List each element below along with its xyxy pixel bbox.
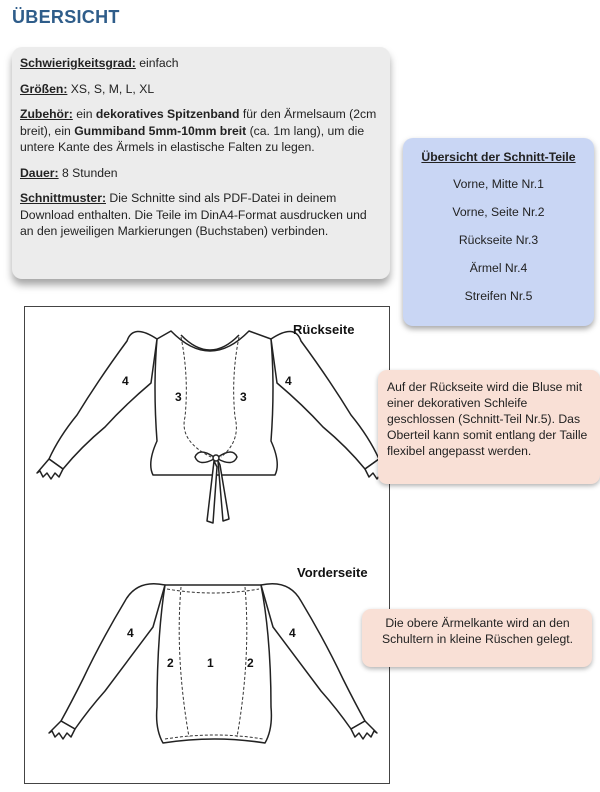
front-left-sleeve [61,584,165,729]
duration-value: 8 Stunden [62,165,118,180]
front-part-number: 4 [127,626,134,640]
duration-label: Dauer: [20,165,59,180]
front-note: Die obere Ärmelkante wird an den Schultern in kleine Rüschen gelegt. [362,609,592,667]
bow-knot [213,455,219,461]
back-bodice [151,331,278,475]
front-right-sleeve [261,584,365,729]
pattern-row [20,190,380,240]
front-part-number: 2 [167,656,174,670]
back-part-number: 3 [240,390,247,404]
pattern-label: Schnittmuster: [20,191,106,205]
parts-heading: Übersicht der Schnitt-Teile [421,150,576,164]
accessories-text-2: für den Ärmelsaum (2cm breit), ein [20,107,377,138]
front-part-number: 4 [289,626,296,640]
front-bodice [157,585,272,743]
back-part-number: 4 [122,374,129,388]
back-part-number: 4 [285,374,292,388]
duration-row [20,165,380,182]
accessories-label: Zubehör: [20,107,73,121]
front-part-number: 2 [247,656,254,670]
parts-overview-card [403,138,594,326]
accessories-text-3: (ca. 1m lang), um die untere Kante des Ärmels in elastische Falten zu legen. [20,123,365,154]
back-left-sleeve [49,331,157,469]
parts-item: Vorne, Seite Nr.2 [452,205,545,219]
accessories-row [20,106,380,156]
sizes-row [20,81,380,98]
difficulty-row [20,55,380,72]
technical-drawing [24,306,390,784]
parts-item: Streifen Nr.5 [464,289,533,303]
pattern-value: Die Schnitte sind als PDF-Datei in deinem Download enthalten. Die Teile im DinA4-Format ausdrucken und an den jeweiligen Markierungen (Buchstaben) verbinden. [20,191,367,238]
parts-item: Vorne, Mitte Nr.1 [453,177,544,191]
sizes-label: Größen: [20,81,68,96]
sizes-value: XS, S, M, L, XL [70,81,155,96]
parts-item: Ärmel Nr.4 [469,261,528,275]
blouse-drawing [25,307,389,783]
difficulty-label: Schwierigkeitsgrad: [20,56,136,70]
front-part-number: 1 [207,656,214,670]
back-note: Auf der Rückseite wird die Bluse mit einer dekorativen Schleife geschlossen (Schnitt-Teil Nr.5). Das Oberteil kann somit entlang der Taille flexibel angepasst werden. [378,370,600,484]
difficulty-value: einfach [139,56,179,70]
info-card [12,47,390,279]
back-label: Rückseite [293,322,355,337]
page-title: ÜBERSICHT [12,7,120,27]
accessories-elastic: Gummiband 5mm-10mm breit [74,123,247,138]
parts-item: Rückseite Nr.3 [458,233,539,247]
accessories-text-1: ein [76,107,93,121]
back-right-sleeve [271,331,379,469]
front-label: Vorderseite [297,565,368,580]
back-part-number: 3 [175,390,182,404]
accessories-lace: dekoratives Spitzenband [95,107,240,121]
